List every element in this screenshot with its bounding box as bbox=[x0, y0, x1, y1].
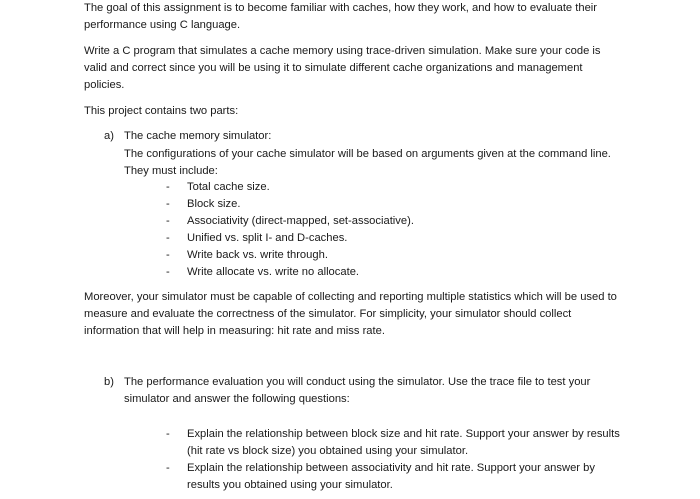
list-item: - Unified vs. split I- and D-caches. bbox=[166, 230, 626, 247]
part-b-title: The performance evaluation you will conduct using the simulator. Use the trace file to test your simulator and answer the following questions: bbox=[124, 376, 591, 405]
list-item: - Explain the relationship between block size and hit rate. Support your answer by results (hit rate vs block size) you obtained using your simulator. bbox=[166, 426, 626, 460]
questions-list bbox=[166, 426, 626, 494]
part-a-marker: a) bbox=[104, 130, 114, 142]
goal-paragraph: The goal of this assignment is to become familiar with caches, how they work, and how to evaluate their performance using C language. bbox=[84, 2, 598, 31]
part-a-description: The configurations of your cache simulator will be based on arguments given at the command line. They must include: bbox=[124, 148, 611, 177]
parts-intro: This project contains two parts: bbox=[84, 105, 239, 117]
list-item: - Write allocate vs. write no allocate. bbox=[166, 264, 626, 281]
task-paragraph: Write a C program that simulates a cache memory using trace-driven simulation. Make sure your code is valid and correct since you will be using it to simulate different cache organizations and management policies. bbox=[84, 45, 601, 91]
statistics-paragraph: Moreover, your simulator must be capable of collecting and reporting multiple statistics which will be used to measure and evaluate the correctness of the simulator. For simplicity, your simulator should collect information that will help in measuring: hit rate and miss rate. bbox=[84, 291, 617, 337]
configuration-list bbox=[166, 179, 626, 281]
part-b-marker: b) bbox=[104, 376, 114, 388]
list-item: - Total cache size. bbox=[166, 179, 626, 196]
part-b-heading bbox=[104, 374, 624, 408]
part-a-title: The cache memory simulator: bbox=[124, 130, 272, 142]
list-item: - Write back vs. write through. bbox=[166, 247, 626, 264]
list-item: - Explain the relationship between associativity and hit rate. Support your answer by results you obtained using your simulator. bbox=[166, 460, 626, 494]
part-a-heading bbox=[104, 128, 624, 145]
list-item: - Associativity (direct-mapped, set-associative). bbox=[166, 213, 626, 230]
list-item: - Block size. bbox=[166, 196, 626, 213]
